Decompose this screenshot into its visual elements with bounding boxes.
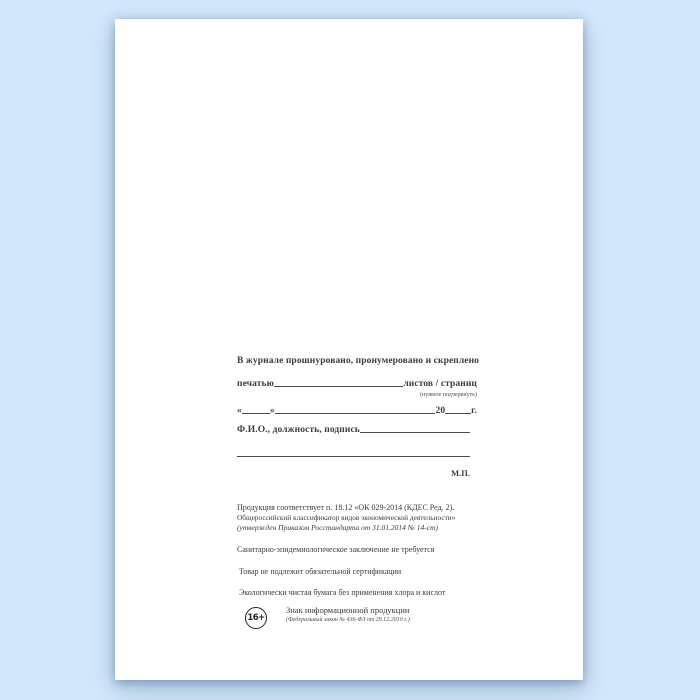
journal-back-page [115,19,583,680]
certification-statement: Товар не подлежит обязательной сертификации [239,567,402,576]
year-prefix: 20 [435,406,446,416]
sealed-row [237,378,477,389]
eco-paper-statement: Экологически чистая бумага без применения хлора и кислот [239,588,446,597]
signature-row [237,424,470,435]
sealed-label: печатью [237,379,274,389]
signature-blank-line [360,424,470,433]
open-quote: « [237,406,242,416]
age-16-plus-icon: 16+ [245,607,267,629]
underline-note: (нужное подчеркнуть) [420,392,477,398]
information-product-label: Знак информационной продукции [286,605,410,615]
product-compliance-paragraph [237,503,477,533]
sheets-pages-label: листов / страниц [403,379,477,389]
close-quote: » [269,406,275,416]
seal-blank-line [274,378,403,387]
stitched-statement-line: В журнале прошнуровано, пронумеровано и скреплено [237,356,480,366]
sanitary-statement: Санитарно-эпидемиологическое заключение не требуется [237,545,435,554]
date-row [237,405,477,416]
stamp-place-label: М.П. [451,468,470,478]
full-blank-line [237,447,470,457]
product-compliance-line3: (утвержден Приказом Росстандарта от 31.01.2014 № 14-ст) [237,523,438,532]
age-mark-row [237,605,485,629]
age-mark-text [286,605,410,623]
day-blank-line [242,405,270,414]
signature-label: Ф.И.О., должность, подпись [237,425,360,435]
year-blank-line [445,405,471,414]
federal-law-note: (Федеральный закон № 436-ФЗ от 29.12.2010 г.) [286,616,410,623]
product-compliance-line2: Общероссийский классификатор видов экономической деятельности» [237,513,456,522]
product-compliance-line1: Продукция соответствует п. 18.12 «ОК 029-2014 (КДЕС Ред. 2). [237,503,455,512]
year-suffix: г. [471,406,477,416]
month-blank-line [275,405,436,414]
